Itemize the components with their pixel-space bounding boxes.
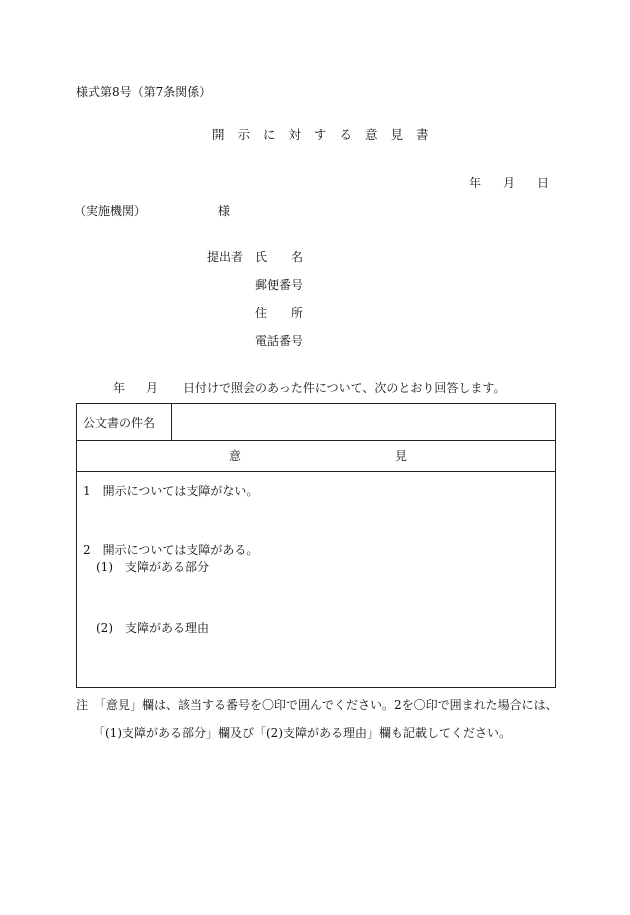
submitter-postal-label: 郵便番号	[255, 278, 304, 292]
addressee-honorific: 様	[218, 204, 231, 218]
submitter-address-label: 住 所	[255, 306, 304, 320]
note-line-2: 「(1)支障がある部分」欄及び「(2)支障がある理由」欄も記載してください。	[93, 726, 511, 740]
opinion-sub-2: (2) 支障がある理由	[96, 621, 209, 635]
intro-month: 月	[146, 381, 159, 395]
addressee-label: （実施機関）	[74, 204, 147, 218]
opinion-body[interactable]	[77, 472, 556, 688]
opinion-header	[77, 441, 556, 472]
opinion-item-1: 1 開示については支障がない。	[83, 484, 259, 498]
date-day-label: 日	[537, 176, 550, 190]
submitter-label: 提出者	[207, 250, 244, 264]
date-year-label: 年	[469, 176, 482, 190]
date-month-label: 月	[503, 176, 516, 190]
form-number: 様式第8号（第7条関係）	[76, 85, 212, 99]
note-line-1: 注 「意見」欄は、該当する番号を〇印で囲んでください。2を〇印で囲まれた場合には、	[76, 698, 558, 712]
submitter-phone-label: 電話番号	[255, 334, 304, 348]
subject-label: 公文書の件名	[77, 404, 172, 441]
document-title: 開示に対する意見書	[212, 127, 442, 142]
opinion-item-2: 2 開示については支障がある。	[83, 543, 259, 557]
submitter-name-label: 氏 名	[255, 250, 304, 264]
intro-text: 日付けで照会のあった件について、次のとおり回答します。	[183, 381, 506, 395]
intro-year: 年	[113, 381, 126, 395]
subject-value-field[interactable]	[172, 404, 556, 441]
opinion-header-right: 見	[395, 449, 408, 463]
opinion-header-left: 意	[229, 449, 242, 463]
opinion-form-table	[76, 403, 556, 688]
opinion-sub-1: (1) 支障がある部分	[96, 560, 209, 574]
